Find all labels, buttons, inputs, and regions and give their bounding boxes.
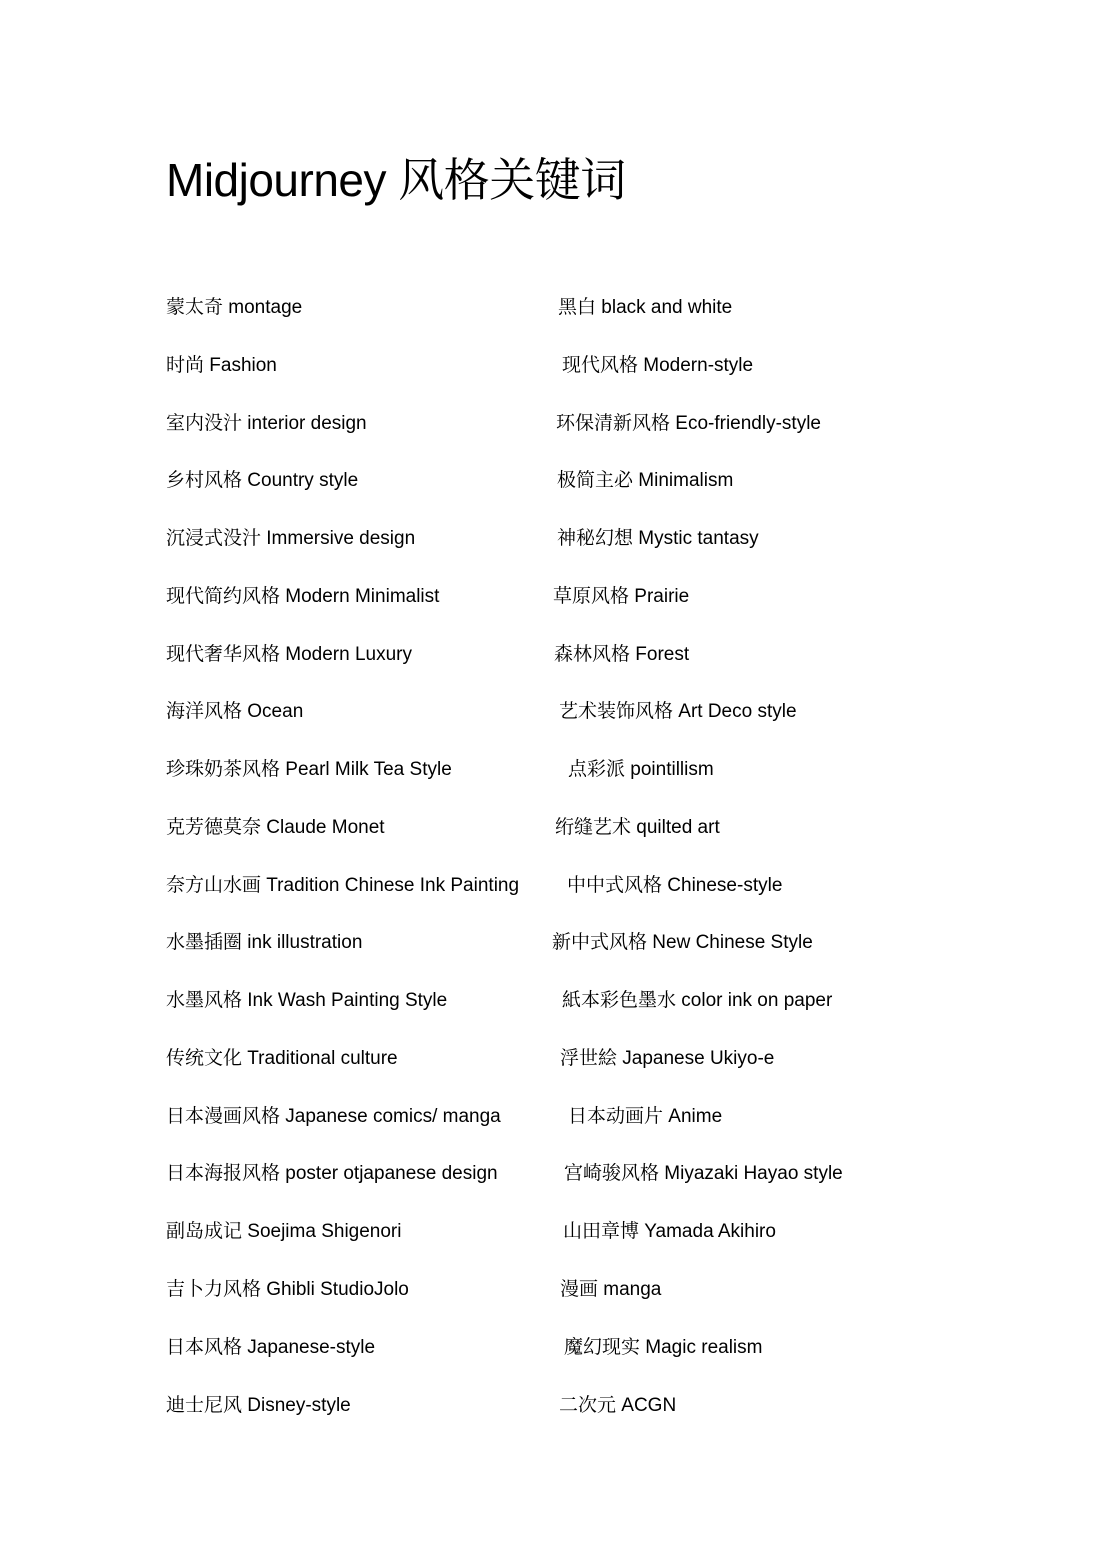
keyword-item: 现代简约风格 Modern Minimalist xyxy=(166,586,440,607)
keyword-item: 室内没汁 interior design xyxy=(166,413,367,434)
keyword-item: 浮世絵 Japanese Ukiyo-e xyxy=(560,1048,775,1069)
keyword-item: 宫崎骏风格 Miyazaki Hayao style xyxy=(564,1163,843,1184)
keyword-item: 漫画 manga xyxy=(560,1279,662,1300)
keyword-item: 海洋风格 Ocean xyxy=(166,701,304,722)
keyword-item: 时尚 Fashion xyxy=(166,355,277,376)
keyword-item: 克芳德莫奈 Claude Monet xyxy=(166,817,385,838)
keyword-item: 日本海报风格 poster otjapanese design xyxy=(166,1163,498,1184)
keyword-item: 副岛成记 Soejima Shigenori xyxy=(166,1221,402,1242)
keyword-item: 点彩派 pointillism xyxy=(568,759,714,780)
keyword-item: 神秘幻想 Mystic tantasy xyxy=(557,528,759,549)
keyword-item: 现代奢华风格 Modern Luxury xyxy=(166,644,413,665)
keyword-item: 中中式风格 Chinese-style xyxy=(567,875,783,896)
keyword-item: 蒙太奇 montage xyxy=(166,297,303,318)
keyword-item: 现代风格 Modern-style xyxy=(562,355,754,376)
keyword-item: 日本动画片 Anime xyxy=(568,1106,723,1127)
keyword-item: 极简主必 Minimalism xyxy=(557,470,734,491)
keyword-item: 草原风格 Prairie xyxy=(553,586,690,607)
keyword-item: 森林风格 Forest xyxy=(554,644,690,665)
keyword-item: 水墨风格 Ink Wash Painting Style xyxy=(166,990,448,1011)
keyword-item: 日本漫画风格 Japanese comics/ manga xyxy=(166,1106,501,1127)
keyword-item: 水墨插圈 ink illustration xyxy=(166,932,363,953)
keyword-item: 奈方山水画 Tradition Chinese Ink Painting xyxy=(166,875,520,896)
keyword-item: 绗缝艺术 quilted art xyxy=(555,817,720,838)
keyword-item: 乡村风格 Country style xyxy=(166,470,359,491)
keyword-item: 紙本彩色墨水 color ink on paper xyxy=(562,990,833,1011)
keyword-item: 新中式风格 New Chinese Style xyxy=(552,932,813,953)
keyword-item: 沉浸式没汁 Immersive design xyxy=(166,528,416,549)
page-title: Midjourney 风格关键词 xyxy=(166,154,626,206)
keyword-item: 山田章博 Yamada Akihiro xyxy=(563,1221,776,1242)
keyword-item: 传统文化 Traditional culture xyxy=(166,1048,398,1069)
keyword-item: 迪士尼风 Disney-style xyxy=(166,1395,351,1416)
keyword-item: 黑白 black and white xyxy=(558,297,733,318)
keyword-item: 吉卜力风格 Ghibli StudioJolo xyxy=(166,1279,409,1300)
keyword-item: 日本风格 Japanese-style xyxy=(166,1337,376,1358)
keyword-item: 艺术装饰风格 Art Deco style xyxy=(559,701,797,722)
keyword-item: 二次元 ACGN xyxy=(559,1395,677,1416)
keyword-item: 环保清新风格 Eco-friendly-style xyxy=(556,413,821,434)
keyword-item: 珍珠奶茶风格 Pearl Milk Tea Style xyxy=(166,759,452,780)
keyword-item: 魔幻现实 Magic realism xyxy=(564,1337,763,1358)
